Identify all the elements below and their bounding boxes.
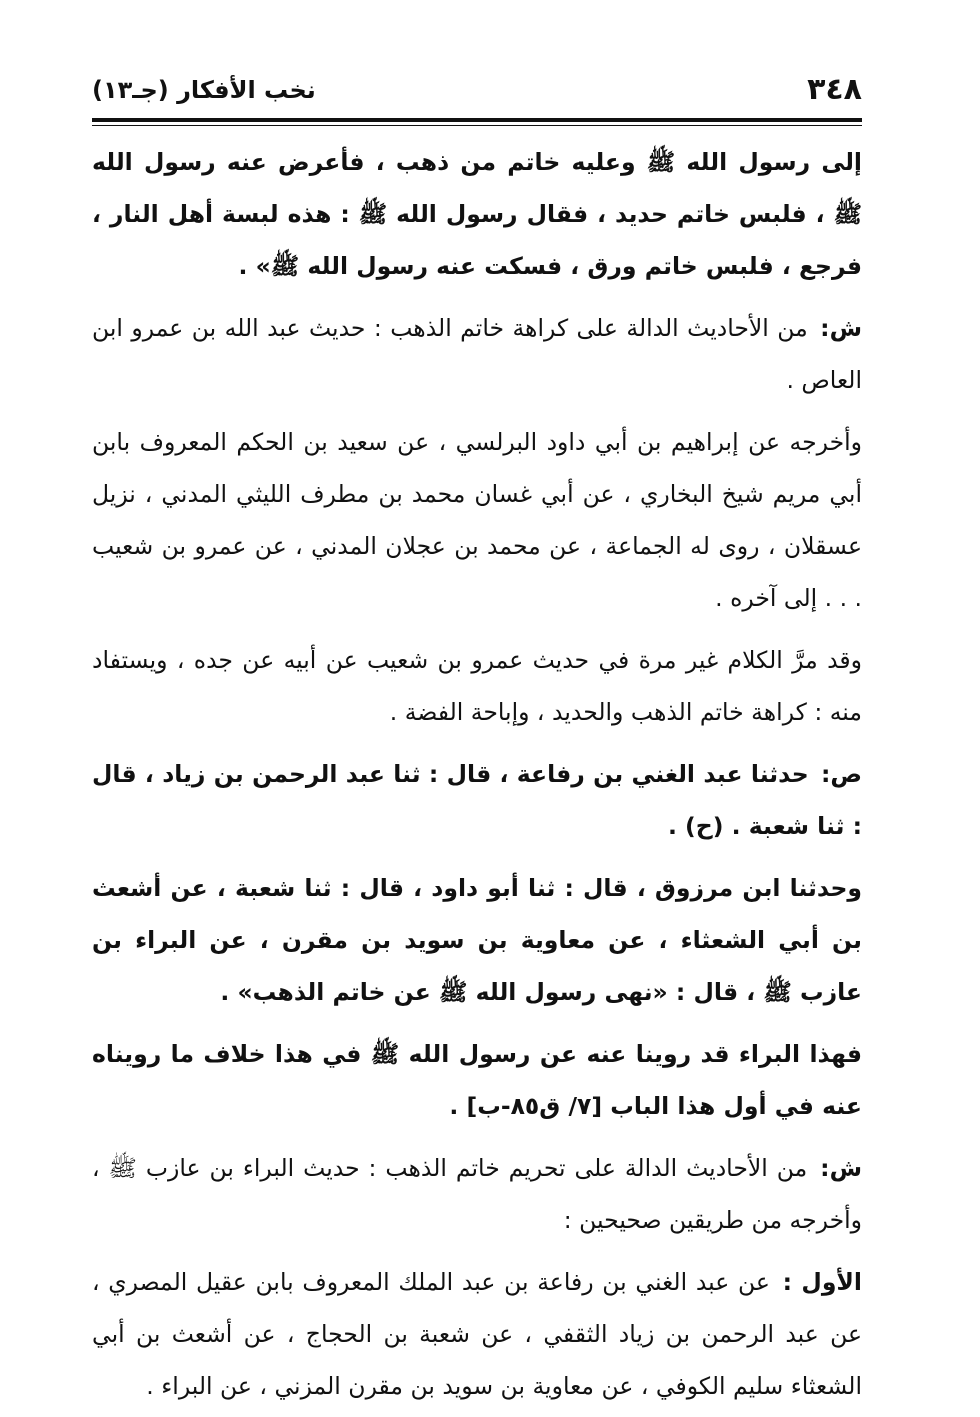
paragraph-text: إلى رسول الله ﷺ وعليه خاتم من ذهب ، فأعرض عنه رسول الله ﷺ ، فلبس خاتم حديد ، فقال رسول الله ﷺ : هذه لبسة أهل النار ، فرجع ، فلبس خاتم ورق ، فسكت عنه رسول الله ﷺ» . [92, 148, 862, 280]
running-title: نخب الأفكار (جـ١٣) [92, 76, 316, 104]
paragraph-text-matn [92, 748, 862, 852]
paragraph-text: وحدثنا ابن مرزوق ، قال : ثنا أبو داود ، قال : ثنا شعبة ، عن أشعث بن أبي الشعثاء ، عن معاوية بن سويد بن مقرن ، عن البراء بن عازب ﷺ ، قال : «نهى رسول الله ﷺ عن خاتم الذهب» . [92, 874, 862, 1006]
paragraph-second-chain [92, 862, 862, 1018]
paragraph-text: وقد مرَّ الكلام غير مرة في حديث عمرو بن شعيب عن أبيه عن جده ، ويستفاد منه : كراهة خاتم الذهب والحديد ، وإباحة الفضة . [92, 646, 862, 726]
paragraph-hadith-continuation [92, 136, 862, 292]
paragraph-text: وأخرجه عن إبراهيم بن أبي داود البرلسي ، عن سعيد بن الحكم المعروف بابن أبي مريم شيخ البخاري ، عن أبي غسان محمد بن مطرف الليثي المدني ، نزيل عسقلان ، روى له الجماعة ، عن محمد بن عجلان المدني ، عن عمرو بن شعيب . . . إلى آخره . [92, 428, 862, 612]
paragraph-ruling [92, 634, 862, 738]
header-rule-thin [92, 125, 862, 126]
first-route-marker: الأول : [782, 1268, 862, 1296]
paragraph-commentary-2 [92, 1142, 862, 1246]
book-page [92, 66, 862, 1417]
paragraph-text: حدثنا عبد الغني بن رفاعة ، قال : ثنا عبد الرحمن بن زياد ، قال : ثنا شعبة . (ح) . [92, 760, 862, 840]
paragraph-text: فهذا البراء قد روينا عنه عن رسول الله ﷺ في هذا خلاف ما رويناه عنه في أول هذا الباب [٧/ ق٨٥-ب] . [92, 1040, 862, 1120]
page-header [92, 66, 862, 118]
sharh-marker: ش: [820, 1154, 862, 1182]
page-number: ٣٤٨ [807, 72, 862, 107]
paragraph-isnad-explanation [92, 416, 862, 624]
paragraph-text: عن عبد الغني بن رفاعة بن عبد الملك المعروف بابن عقيل المصري ، عن عبد الرحمن بن زياد الثقفي ، عن شعبة بن الحجاج ، عن أشعث بن أبي الشعثاء سليم الكوفي ، عن معاوية بن سويد بن مقرن المزني ، عن البراء . [92, 1268, 862, 1400]
paragraph-first-route [92, 1256, 862, 1412]
paragraph-text: من الأحاديث الدالة على كراهة خاتم الذهب : حديث عبد الله بن عمرو ابن العاص . [92, 314, 862, 394]
sad-marker: ص: [820, 760, 862, 788]
page-body [92, 136, 862, 1412]
paragraph-commentary [92, 302, 862, 406]
paragraph-conclusion [92, 1028, 862, 1132]
sharh-marker: ش: [820, 314, 862, 342]
header-rule-thick [92, 118, 862, 122]
paragraph-text: من الأحاديث الدالة على تحريم خاتم الذهب : حديث البراء بن عازب ﷺ ، وأخرجه من طريقين صحيحين : [92, 1154, 862, 1234]
